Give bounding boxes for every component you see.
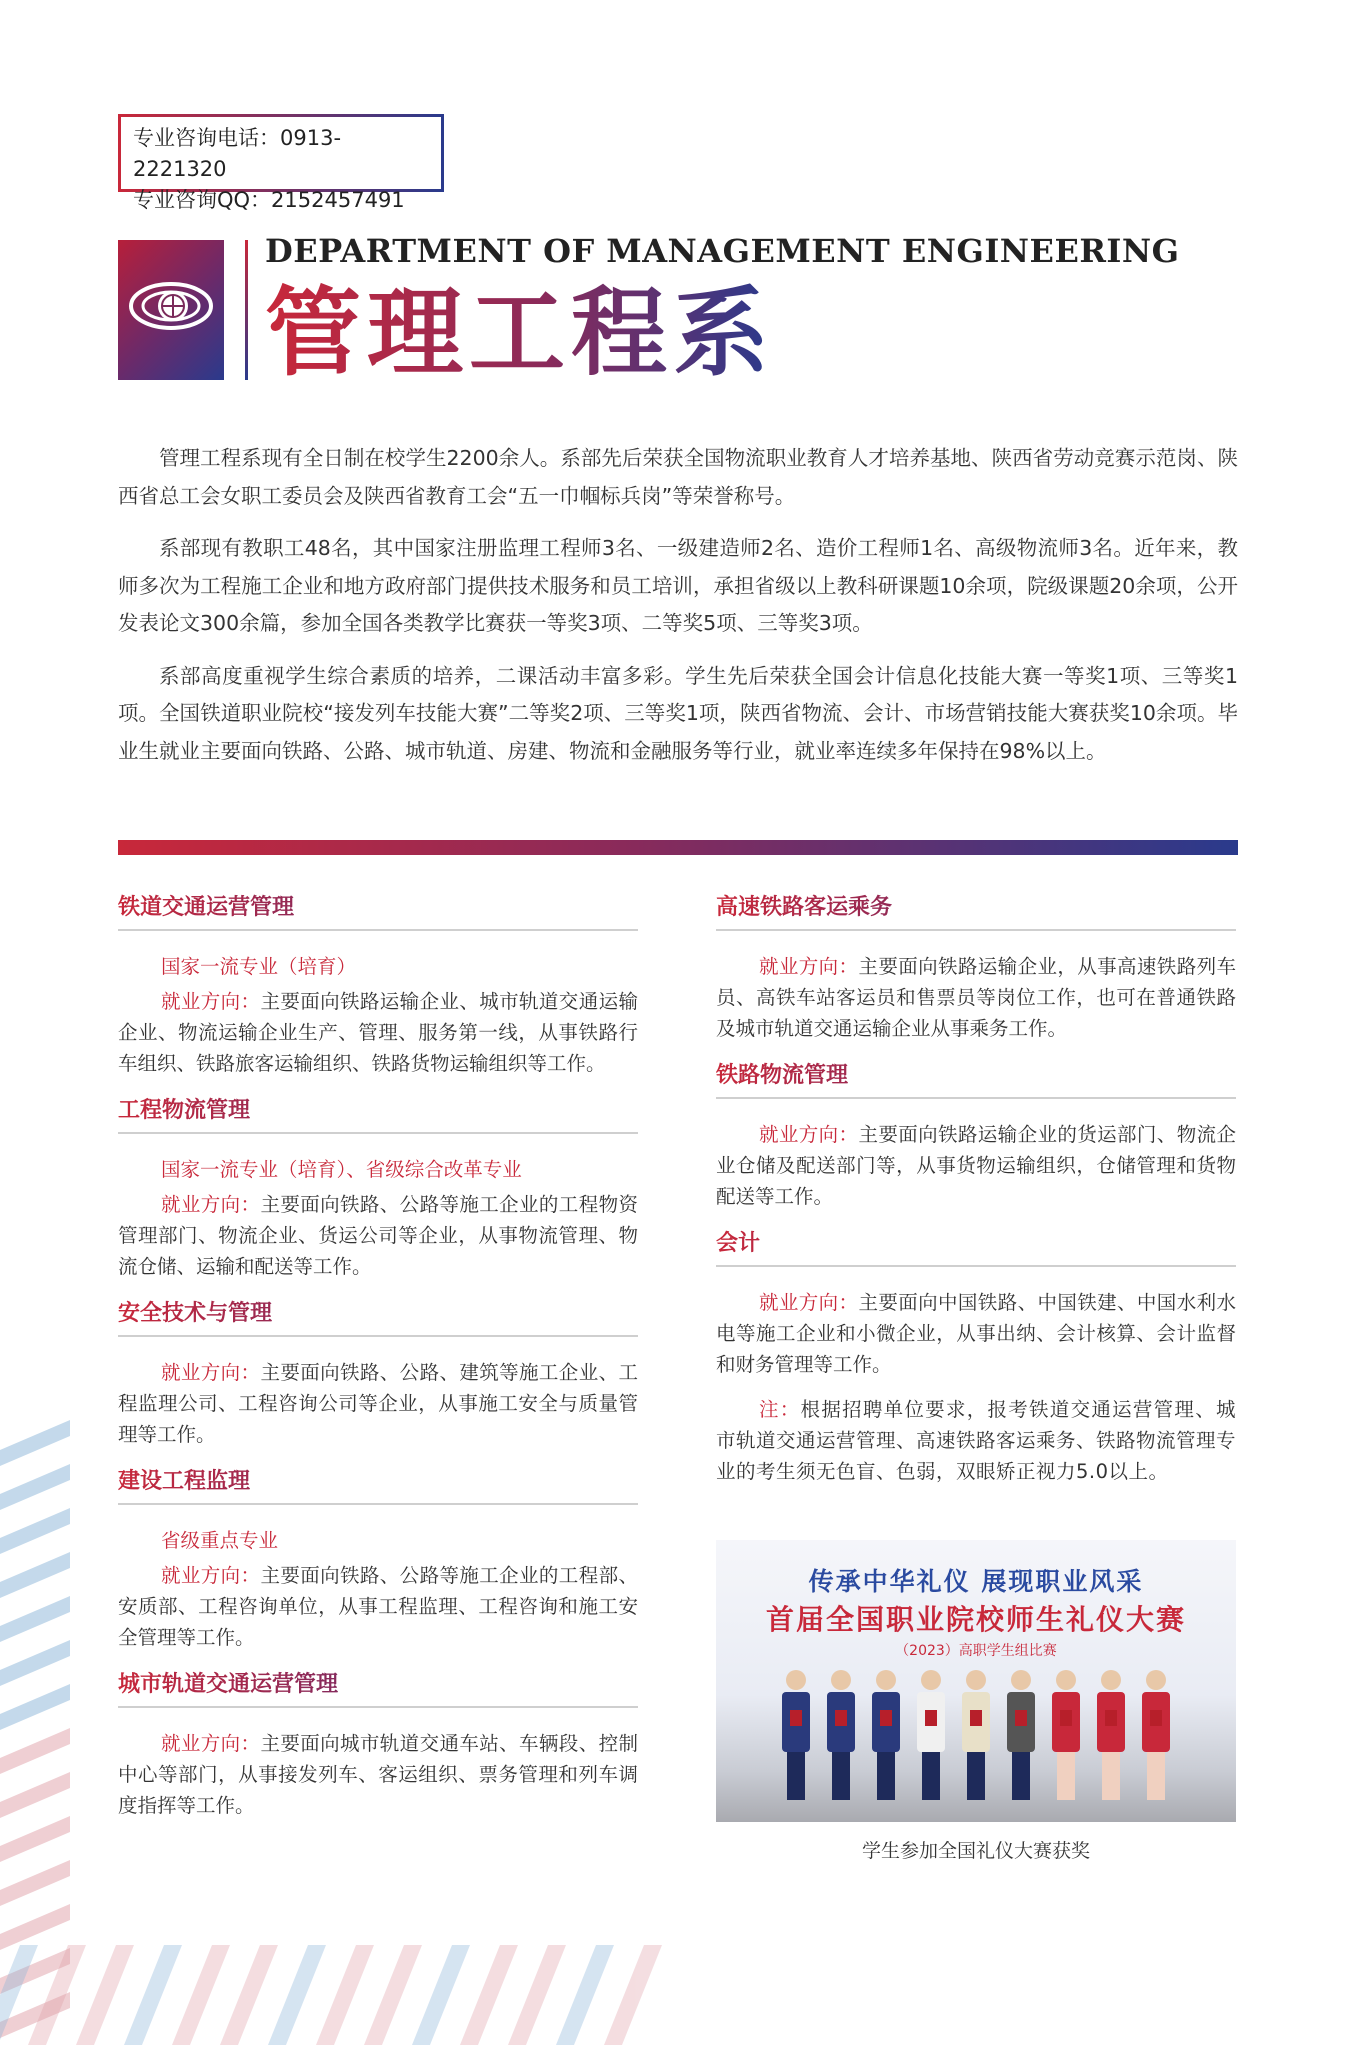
stripe — [0, 1420, 70, 1466]
major-title: 会计 — [716, 1226, 1236, 1267]
major-desc-text: 主要面向铁路运输企业、城市轨道交通运输企业、物流运输企业生产、管理、服务第一线，从事铁路行车组织、铁路旅客运输组织、铁路货物运输组织等工作。 — [118, 990, 638, 1075]
stripe — [508, 1945, 566, 2045]
major-title: 铁道交通运营管理 — [118, 890, 638, 931]
job-label: 就业方向： — [161, 990, 261, 1013]
photo-caption: 学生参加全国礼仪大赛获奖 — [861, 1840, 1090, 1862]
stripe — [316, 1945, 374, 2045]
major-title: 建设工程监理 — [118, 1464, 638, 1505]
major-description — [716, 951, 1236, 1044]
major-item — [716, 1058, 1236, 1212]
job-label: 就业方向： — [161, 1361, 261, 1384]
stripe — [0, 1508, 70, 1554]
major-description — [716, 1287, 1236, 1380]
major-item — [118, 1093, 638, 1282]
stripe — [268, 1945, 326, 2045]
major-desc-text: 主要面向铁路运输企业，从事高速铁路列车员、高铁车站客运员和售票员等岗位工作，也可在普通铁路及城市轨道交通运输企业从事乘务工作。 — [716, 955, 1236, 1040]
job-label: 就业方向： — [161, 1193, 261, 1216]
stripe — [460, 1945, 518, 2045]
majors-left-column — [118, 890, 638, 1835]
stripe — [172, 1945, 230, 2045]
intro-paragraph-1: 管理工程系现有全日制在校学生2200余人。系部先后荣获全国物流职业教育人才培养基地、陕西省劳动竞赛示范岗、陕西省总工会女职工委员会及陕西省教育工会“五一巾帼标兵岗”等荣誉称号。 — [118, 446, 1238, 508]
student-figure — [1052, 1670, 1080, 1800]
photo-banner-line3: （2023）高职学生组比赛 — [895, 1643, 1057, 1659]
contact-qq: 专业咨询QQ：2152457491 — [133, 188, 405, 212]
stripe — [0, 1596, 70, 1642]
major-desc-text: 主要面向中国铁路、中国铁建、中国水利水电等施工企业和小微企业，从事出纳、会计核算、会计监督和财务管理等工作。 — [716, 1291, 1236, 1376]
student-figure — [872, 1670, 900, 1800]
major-feature: 国家一流专业（培育）、省级综合改革专业 — [161, 1158, 522, 1181]
students-figures — [716, 1540, 1236, 1822]
stripe — [0, 1860, 70, 1906]
department-title-cn: 管理工程系 — [265, 277, 775, 389]
job-label: 就业方向： — [759, 1123, 859, 1146]
stripe — [0, 1904, 70, 1950]
stripe — [0, 1772, 70, 1818]
department-title-en: DEPARTMENT OF MANAGEMENT ENGINEERING — [265, 232, 1180, 270]
photo-banner-line1: 传承中华礼仪 展现职业风采 — [808, 1567, 1144, 1596]
major-description — [118, 1189, 638, 1282]
stripe — [28, 1945, 86, 2045]
department-logo — [118, 240, 224, 380]
stripe — [364, 1945, 422, 2045]
stripe — [0, 1552, 70, 1598]
student-figure — [1142, 1670, 1170, 1800]
student-figure — [917, 1670, 945, 1800]
major-title: 高速铁路客运乘务 — [716, 890, 1236, 931]
stripe — [0, 1728, 70, 1774]
student-figure — [1097, 1670, 1125, 1800]
major-title: 安全技术与管理 — [118, 1296, 638, 1337]
major-item — [118, 890, 638, 1079]
student-figure — [782, 1670, 810, 1800]
student-figure — [962, 1670, 990, 1800]
student-figure — [827, 1670, 855, 1800]
stripe — [124, 1945, 182, 2045]
photo-banner-line2: 首届全国职业院校师生礼仪大赛 — [765, 1603, 1186, 1636]
stripe — [76, 1945, 134, 2045]
major-desc-text: 主要面向铁路、公路等施工企业的工程部、安质部、工程咨询单位，从事工程监理、工程咨询和施工安全管理等工作。 — [118, 1564, 638, 1649]
intro-paragraph-3: 系部高度重视学生综合素质的培养，二课活动丰富多彩。学生先后荣获全国会计信息化技能大赛一等奖1项、三等奖1项。全国铁道职业院校“接发列车技能大赛”二等奖2项、三等奖1项，陕西省物流、会计、市场营销技能大赛获奖10余项。毕业生就业主要面向铁路、公路、城市轨道、房建、物流和金融服务等行业，就业率连续多年保持在98%以上。 — [118, 663, 1238, 763]
stripe — [556, 1945, 614, 2045]
major-description — [118, 1560, 638, 1653]
job-label: 就业方向： — [759, 955, 859, 978]
stripe — [0, 1945, 38, 2045]
major-item — [716, 890, 1236, 1044]
admission-note — [716, 1394, 1236, 1487]
major-description — [118, 986, 638, 1079]
intro-paragraph-2: 系部现有教职工48名，其中国家注册监理工程师3名、一级建造师2名、造价工程师1名、高级物流师3名。近年来，教师多次为工程施工企业和地方政府部门提供技术服务和员工培训，承担省级以上教科研课题10余项，院级课题20余项，公开发表论文300余篇，参加全国各类教学比赛获一等奖3项、二等奖5项、三等奖3项。 — [118, 536, 1238, 635]
header-divider — [245, 240, 248, 380]
major-description — [118, 1728, 638, 1821]
globe-logo-icon — [118, 240, 224, 380]
majors-right-column — [716, 890, 1236, 1487]
job-label: 就业方向： — [759, 1291, 859, 1314]
stripe — [0, 1992, 70, 2038]
job-label: 就业方向： — [161, 1564, 261, 1587]
stripe — [0, 1684, 70, 1730]
major-item — [118, 1296, 638, 1450]
stripe — [412, 1945, 470, 2045]
stripe — [0, 1816, 70, 1862]
major-title: 铁路物流管理 — [716, 1058, 1236, 1099]
major-item — [118, 1464, 638, 1653]
intro-section — [118, 440, 1238, 785]
major-feature: 国家一流专业（培育） — [161, 955, 357, 978]
stripe — [604, 1945, 662, 2045]
major-title: 城市轨道交通运营管理 — [118, 1667, 638, 1708]
major-desc-text: 主要面向铁路、公路等施工企业的工程物资管理部门、物流企业、货运公司等企业，从事物流管理、物流仓储、运输和配送等工作。 — [118, 1193, 638, 1278]
stripe — [0, 1948, 70, 1994]
major-desc-text: 主要面向城市轨道交通车站、车辆段、控制中心等部门，从事接发列车、客运组织、票务管理和列车调度指挥等工作。 — [118, 1732, 638, 1817]
major-desc-text: 主要面向铁路运输企业的货运部门、物流企业仓储及配送部门等，从事货物运输组织，仓储管理和货物配送等工作。 — [716, 1123, 1236, 1208]
major-title: 工程物流管理 — [118, 1093, 638, 1134]
stripe — [0, 1464, 70, 1510]
contact-phone: 专业咨询电话：0913-2221320 — [133, 126, 342, 181]
section-divider-bar — [118, 840, 1238, 855]
contact-box — [118, 114, 444, 212]
stripe — [0, 1640, 70, 1686]
award-photo — [716, 1540, 1236, 1822]
major-feature: 省级重点专业 — [161, 1529, 279, 1552]
major-description — [118, 1357, 638, 1450]
major-desc-text: 主要面向铁路、公路、建筑等施工企业、工程监理公司、工程咨询公司等企业，从事施工安全与质量管理等工作。 — [118, 1361, 638, 1446]
major-description — [716, 1119, 1236, 1212]
major-item — [716, 1226, 1236, 1380]
student-figure — [1007, 1670, 1035, 1800]
note-text: 根据招聘单位要求，报考铁道交通运营管理、城市轨道交通运营管理、高速铁路客运乘务、铁路物流管理专业的考生须无色盲、色弱，双眼矫正视力5.0以上。 — [716, 1398, 1237, 1483]
note-label: 注： — [759, 1398, 801, 1421]
stripe — [220, 1945, 278, 2045]
major-item — [118, 1667, 638, 1821]
job-label: 就业方向： — [161, 1732, 261, 1755]
